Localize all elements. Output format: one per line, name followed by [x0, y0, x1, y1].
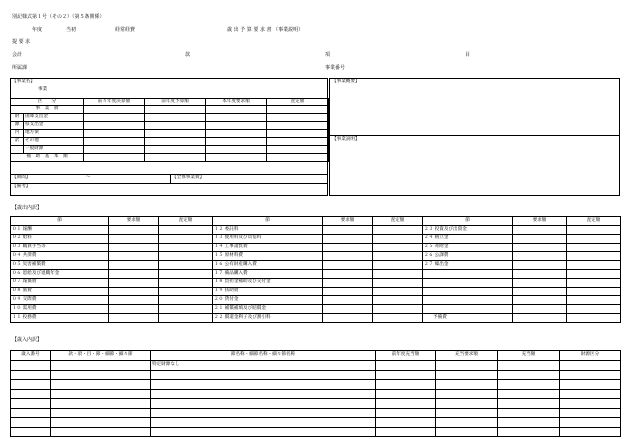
col-prev: 前年度予算額: [145, 99, 206, 106]
revenue-label: 【歳入内訳】: [12, 337, 43, 343]
exp-item: ０１ 報酬: [11, 226, 109, 235]
explanation-label: 【事業説明】: [332, 137, 360, 142]
dept-label: 提 要 求: [12, 39, 31, 45]
exp-item: １９ 扶助費: [213, 287, 323, 296]
period-label: 【期間】: [12, 175, 31, 180]
exp-item: １３ 使用料及び賃借料: [213, 234, 323, 243]
subsidy-label: 補 助 基 本 額: [11, 154, 84, 162]
col-prev-prev: 前々年度決算額: [84, 99, 145, 106]
header-assessed: 査定額: [567, 217, 621, 226]
header-request: 要求額: [513, 217, 567, 226]
exp-item: ０４ 共済費: [11, 252, 109, 261]
source-v-3: 訳: [11, 138, 24, 146]
expenditure-table: [10, 216, 621, 323]
exp-item: ２２ 償還金利子及び割引料: [213, 313, 323, 322]
rev-header-name: 節名称・細節名称・細々節名称: [151, 351, 376, 361]
exp-item: ２１ 補償補填及び賠償金: [213, 305, 323, 314]
rev-row-name: 特定財源なし: [151, 361, 376, 371]
header-setsu: 節: [423, 217, 513, 226]
cost-label: 事 業 費: [11, 106, 84, 114]
exp-item: ０７ 報償費: [11, 278, 109, 287]
rev-header-request: 充当要求額: [436, 351, 498, 361]
rev-header-prev: 前年度充当額: [376, 351, 436, 361]
budget-category: 経常経費: [115, 27, 136, 33]
source-item: その他: [24, 138, 84, 146]
exp-item: ２５ 寄附金: [423, 243, 513, 252]
kou-label: 項: [325, 52, 331, 58]
kan-label: 款: [185, 52, 191, 58]
source-item: 国庫支出金: [24, 114, 84, 122]
exp-item: ０５ 災害補償費: [11, 261, 109, 270]
exp-item: １４ 工事請負費: [213, 243, 323, 252]
account-label: 会計: [12, 52, 23, 58]
exp-item: ２７ 繰出金: [423, 261, 513, 270]
project-cost-table: [10, 98, 329, 162]
exp-item: ０３ 職員手当等: [11, 243, 109, 252]
exp-item: １２ 委託料: [213, 226, 323, 235]
exp-item: １７ 備品購入費: [213, 269, 323, 278]
exp-item: ０６ 恩給及び退職年金: [11, 269, 109, 278]
project-label: 事業: [38, 87, 48, 92]
rev-header-amount: 充当額: [498, 351, 560, 361]
source-v-0: 財: [11, 114, 24, 122]
exp-item: ０９ 交際費: [11, 296, 109, 305]
rev-header-source: 財源区分: [560, 351, 621, 361]
rev-header-code: 款・項・目・節・細節・細々節: [51, 351, 151, 361]
exp-item: １１ 役務費: [11, 313, 109, 322]
remarks-label: 【備考】: [12, 184, 31, 189]
source-item: 一般財源: [24, 146, 84, 154]
moku-label: 目: [465, 52, 471, 58]
header-request: 要求額: [109, 217, 159, 226]
header-setsu: 節: [213, 217, 323, 226]
exp-item: １８ 負担金補助及び交付金: [213, 278, 323, 287]
source-item: 県支出金: [24, 122, 84, 130]
exp-item: ２０ 貸付金: [213, 296, 323, 305]
col-current: 本年度要求額: [206, 99, 267, 106]
exp-item: ２４ 積立金: [423, 234, 513, 243]
col-category: 区 分: [11, 99, 84, 106]
source-v-2: 内: [11, 130, 24, 138]
period-row: [10, 174, 328, 183]
overview-block: [329, 78, 620, 196]
overview-label: 【事業概要】: [332, 79, 360, 84]
source-v-1: 源: [11, 122, 24, 130]
rev-header-no: 歳入番号: [11, 351, 51, 361]
initial-label: 当初: [66, 27, 77, 33]
exp-item: ２６ 公課費: [423, 252, 513, 261]
col-assessed: 査定額: [267, 99, 329, 106]
header-setsu: 節: [11, 217, 109, 226]
exp-item: ２３ 投資及び出資金: [423, 226, 513, 235]
exp-item: ０２ 給料: [11, 234, 109, 243]
document-title: 歳 出 予 算 要 求 書 （事業説明）: [227, 27, 304, 33]
period-tilde: 〜: [86, 175, 91, 180]
revenue-table: [10, 350, 621, 437]
project-no-label: 事業番号: [325, 65, 346, 71]
total-cost-label: 【全体事業費】: [172, 175, 205, 180]
exp-item: １６ 公有財産購入費: [213, 261, 323, 270]
form-title: 別記様式第１号（その２）（第５条関係）: [12, 14, 105, 20]
expenditure-label: 【歳出内訳】: [12, 205, 43, 211]
exp-item-reserve: 予備費: [423, 313, 513, 322]
exp-item: ０８ 旅費: [11, 287, 109, 296]
header-assessed: 査定額: [159, 217, 213, 226]
exp-item: １５ 原材料費: [213, 252, 323, 261]
project-name-label: 【事業名】: [12, 79, 35, 84]
exp-item: １０ 需用費: [11, 305, 109, 314]
header-assessed: 査定額: [373, 217, 423, 226]
section-label: 所属課: [12, 65, 28, 71]
source-item: 地方債: [24, 130, 84, 138]
year-label: 年度: [32, 27, 43, 33]
header-request: 要求額: [323, 217, 373, 226]
